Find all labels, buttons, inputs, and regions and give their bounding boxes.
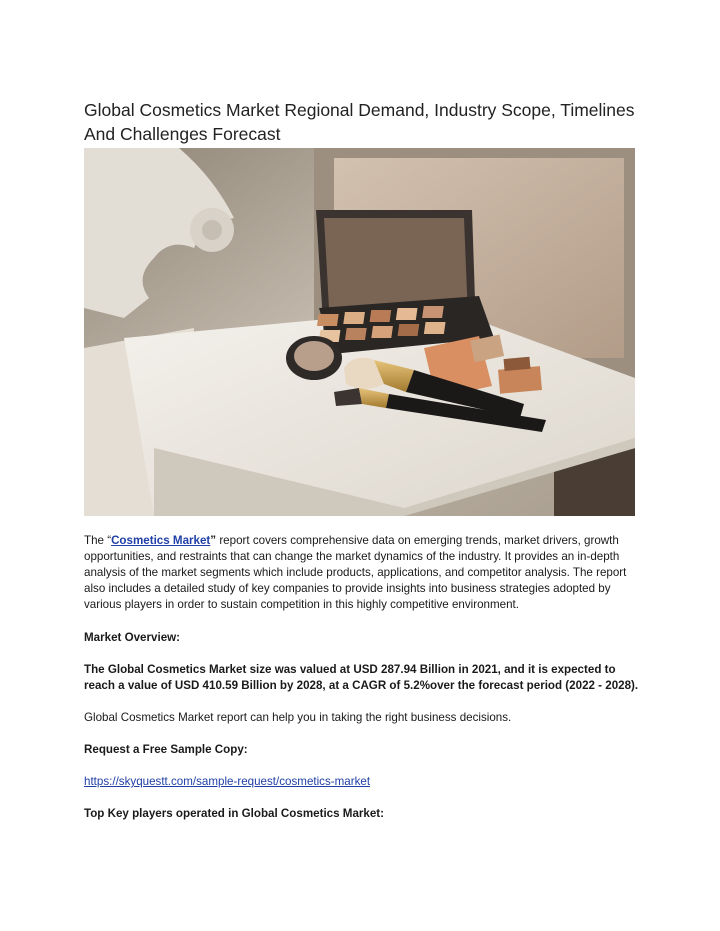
intro-paragraph — [84, 533, 640, 613]
key-players-heading: Top Key players operated in Global Cosmetics Market: — [84, 807, 385, 820]
intro-rest: report covers comprehensive data on emerging trends, market drivers, growth opportunities, and restraints that can change the market dynamics of the industry. It provides an in-depth analysis of the market segments which include products, applications, and competitor analysis. The report also includes a detailed study of key companies to provide insights into business strategies adopted by various players in order to sustain competition in this highly competitive environment. — [84, 534, 627, 611]
intro-quote-close: ” — [210, 534, 217, 547]
market-overview-heading: Market Overview: — [84, 631, 181, 644]
cosmetics-market-link[interactable]: Cosmetics Market — [111, 534, 211, 547]
cosmetics-photo-illustration — [84, 148, 635, 516]
report-help-text: Global Cosmetics Market report can help you in taking the right business decisions. — [84, 711, 512, 724]
intro-prefix: The “ — [84, 534, 112, 547]
sample-request-link[interactable]: https://skyquestt.com/sample-request/cosmetics-market — [84, 775, 371, 788]
market-overview-stat: The Global Cosmetics Market size was valued at USD 287.94 Billion in 2021, and it is expected to reach a value of USD 410.59 Billion by 2028, at a CAGR of 5.2%over the forecast period (2022 - 2028). — [84, 663, 639, 692]
sample-request-heading: Request a Free Sample Copy: — [84, 743, 248, 756]
cosmetics-photo — [84, 148, 635, 516]
page-title: Global Cosmetics Market Regional Demand, Industry Scope, Timelines And Challenges Forecast — [84, 100, 635, 144]
